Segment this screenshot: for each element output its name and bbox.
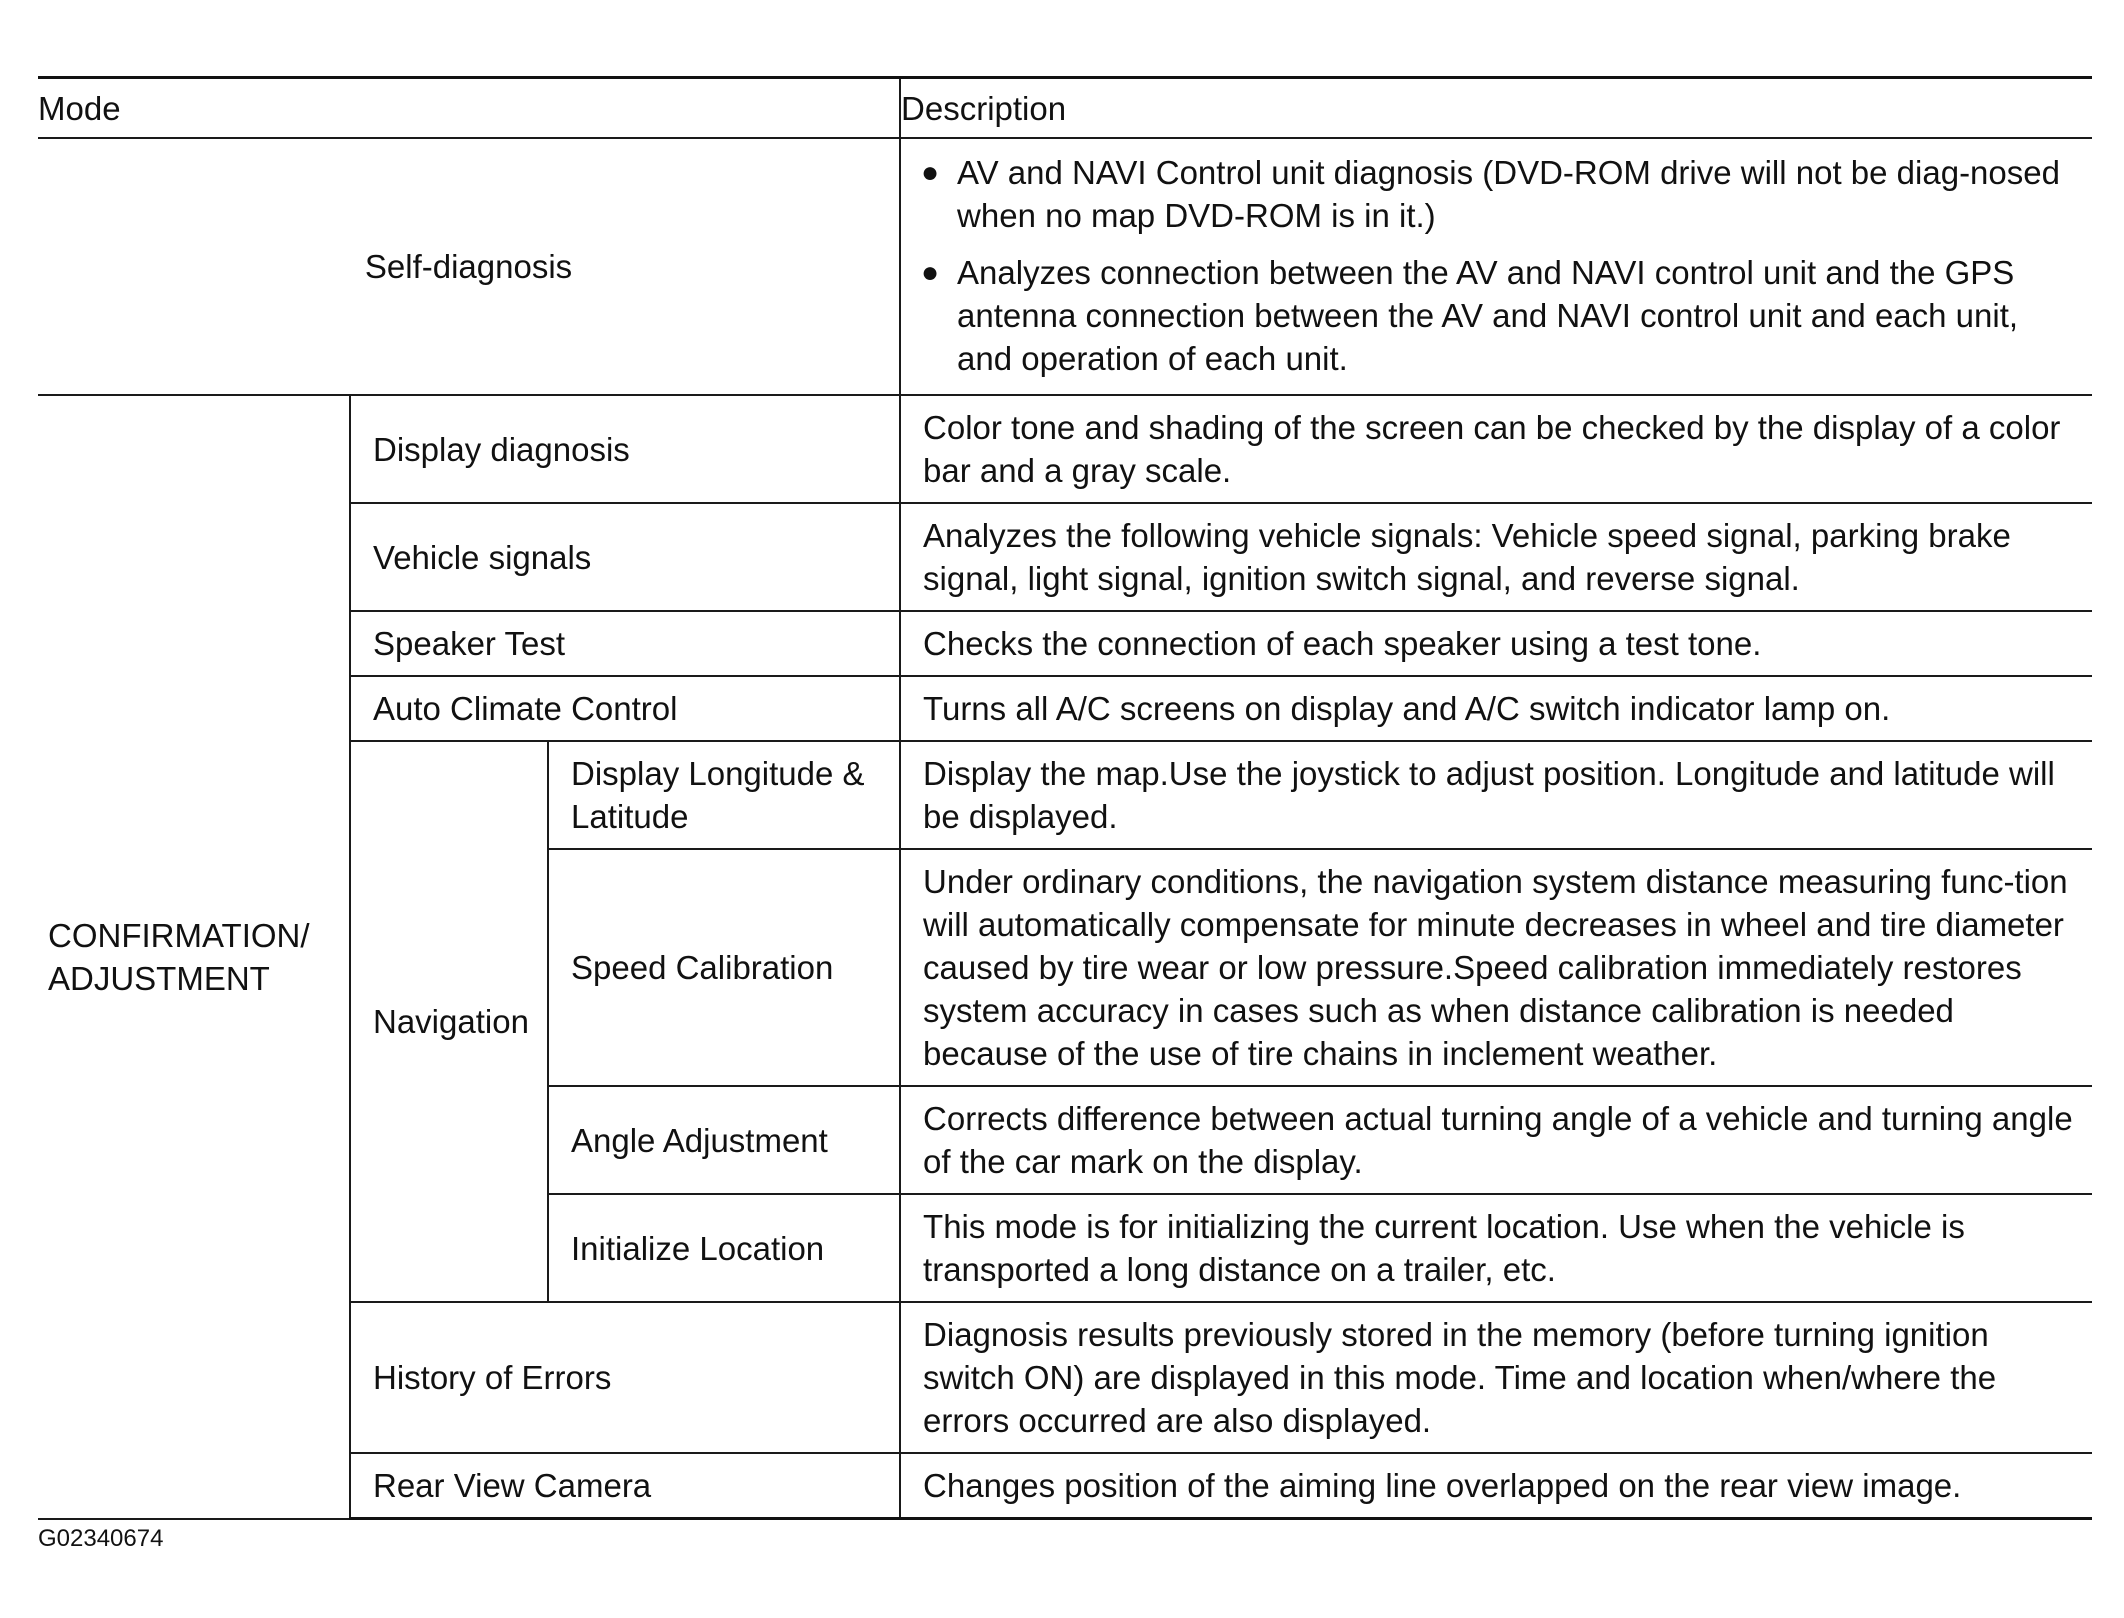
description-cell <box>900 1453 2092 1519</box>
description-cell <box>900 395 2092 503</box>
mode-label: Vehicle signals <box>373 538 592 576</box>
description-cell-self-diagnosis <box>900 138 2092 395</box>
description-cell <box>900 741 2092 849</box>
description-cell <box>900 1194 2092 1302</box>
figure-code: G02340674 <box>38 1525 164 1552</box>
description-cell <box>900 1302 2092 1453</box>
mode-cell <box>350 676 900 741</box>
bullet-icon: ● <box>921 256 940 289</box>
description-cell <box>900 503 2092 611</box>
mode-label: Speaker Test <box>373 625 566 662</box>
mode-label: Initialize Location <box>571 1229 825 1267</box>
self-diagnosis-bullet-list <box>901 139 2092 394</box>
description-text: This mode is for initializing the current location. Use when the vehicle is transported a long distance on a trailer, etc. <box>923 1208 1965 1288</box>
column-header-description: Description <box>900 78 2092 139</box>
mode-cell <box>548 1086 900 1194</box>
navigation-label: Navigation <box>373 1003 529 1040</box>
mode-label-self-diagnosis: Self-diagnosis <box>364 248 573 285</box>
description-text: Analyzes the following vehicle signals: Vehicle speed signal, parking brake signal, light signal, ignition switch signal, and reverse signal. <box>923 517 2011 597</box>
mode-cell <box>350 503 900 611</box>
category-label: CONFIRMATION/ ADJUSTMENT <box>48 916 310 997</box>
description-text: Under ordinary conditions, the navigation system distance measuring func-tion will automatically compensate for minute decreases in wheel and tire diameter caused by tire wear or low pressure.Speed calibration immediately restores system accuracy in cases such as when distance calibration is needed because of the use of tire chains in inclement weather. <box>923 863 2068 1072</box>
description-cell <box>900 849 2092 1086</box>
description-cell <box>900 676 2092 741</box>
mode-cell <box>350 1453 900 1519</box>
column-header-mode: Mode <box>38 78 900 139</box>
mode-cell <box>350 1302 900 1453</box>
mode-label: History of Errors <box>373 1359 612 1396</box>
list-item <box>921 251 2082 380</box>
mode-cell-self-diagnosis <box>38 138 900 395</box>
mode-cell <box>548 1194 900 1302</box>
description-text: Color tone and shading of the screen can be checked by the display of a color bar and a gray scale. <box>923 409 2061 489</box>
table-row-self-diagnosis <box>38 138 2092 395</box>
mode-label: Display diagnosis <box>373 430 630 468</box>
mode-label: Speed Calibration <box>571 949 834 986</box>
description-cell <box>900 1086 2092 1194</box>
mode-cell <box>350 611 900 676</box>
category-cell-confirmation-adjustment <box>38 395 350 1519</box>
mode-cell <box>350 395 900 503</box>
table-header-row <box>38 78 2092 139</box>
mode-description-table <box>38 76 2092 1520</box>
description-text: Diagnosis results previously stored in the memory (before turning ignition switch ON) are displayed in this mode. Time and location when/where the errors occurred are also displayed. <box>923 1316 1997 1439</box>
mode-cell <box>548 849 900 1086</box>
description-text: Turns all A/C screens on display and A/C switch indicator lamp on. <box>923 690 1891 727</box>
mode-label: Display Longitude & Latitude <box>571 755 865 835</box>
mode-label: Angle Adjustment <box>571 1121 828 1159</box>
description-text: Display the map.Use the joystick to adjust position. Longitude and latitude will be displayed. <box>923 755 2055 835</box>
description-cell <box>900 611 2092 676</box>
mode-cell <box>548 741 900 849</box>
description-text: Checks the connection of each speaker using a test tone. <box>923 625 1762 662</box>
document-page <box>38 76 2092 1520</box>
bullet-text: Analyzes connection between the AV and NAVI control unit and the GPS antenna connection between the AV and NAVI control unit and each unit, and operation of each unit. <box>957 254 2019 377</box>
bullet-text: AV and NAVI Control unit diagnosis (DVD-ROM drive will not be diag-nosed when no map DVD-ROM is in it.) <box>957 154 2060 234</box>
list-item <box>921 151 2082 237</box>
mode-label: Auto Climate Control <box>373 690 678 727</box>
bullet-icon: ● <box>921 156 940 189</box>
table-row <box>38 395 2092 503</box>
navigation-group-cell <box>350 741 548 1302</box>
description-text: Changes position of the aiming line overlapped on the rear view image. <box>923 1467 1962 1504</box>
mode-label: Rear View Camera <box>373 1467 652 1504</box>
description-text: Corrects difference between actual turning angle of a vehicle and turning angle of the car mark on the display. <box>923 1100 2073 1180</box>
